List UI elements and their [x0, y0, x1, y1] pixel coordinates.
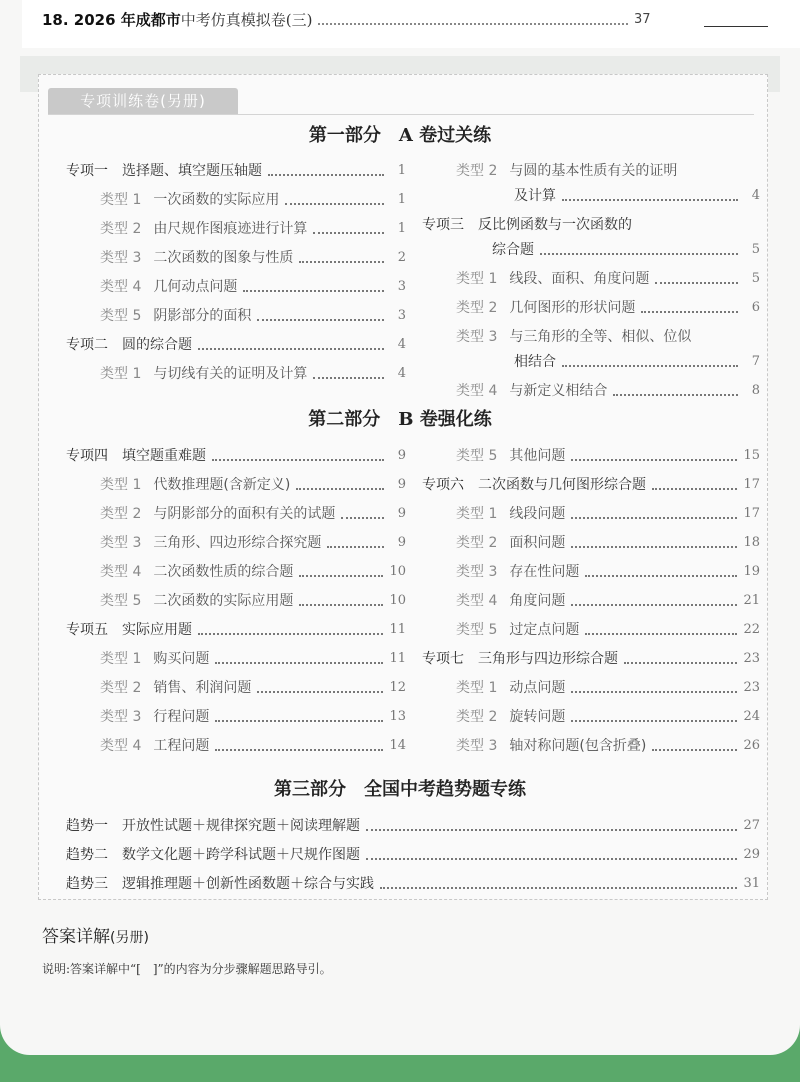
toc-entry-title: 填空题重难题	[122, 448, 206, 464]
toc-entry[interactable]	[514, 183, 760, 205]
toc-entry-title: 二次函数的实际应用题	[153, 593, 294, 609]
toc-entry[interactable]	[456, 324, 760, 346]
toc-entry-title: 二次函数的图象与性质	[153, 250, 294, 266]
toc-entry-page: 3	[397, 279, 406, 294]
dot-leader	[540, 253, 738, 255]
toc-entry[interactable]	[100, 472, 406, 494]
toc-entry[interactable]	[456, 158, 760, 180]
toc-entry[interactable]	[100, 274, 406, 296]
toc-entry[interactable]	[456, 559, 760, 581]
toc-entry[interactable]	[492, 237, 760, 259]
toc-entry-page: 29	[743, 847, 760, 862]
dot-leader	[571, 691, 737, 693]
toc-entry-page: 24	[743, 709, 760, 724]
toc-entry-title: 选择题、填空题压轴题	[122, 163, 262, 179]
previous-entry-page: 37	[634, 11, 651, 27]
answers-title: 答案详解	[42, 927, 110, 947]
toc-entry-page: 5	[751, 271, 760, 286]
dot-leader	[562, 365, 738, 367]
toc-entry-code: 类型 1	[100, 477, 142, 493]
part1-title: 第一部分 A 卷过关练	[308, 125, 492, 146]
toc-entry-continuation: 及计算	[514, 188, 556, 204]
toc-entry-page: 4	[397, 366, 406, 381]
toc-entry-page: 1	[397, 192, 406, 207]
part2-title: 第二部分 B 卷强化练	[308, 409, 492, 430]
toc-entry-code: 类型 4	[100, 279, 142, 295]
dot-leader	[652, 488, 737, 490]
toc-entry[interactable]	[66, 158, 406, 180]
toc-entry-page: 4	[751, 188, 760, 203]
toc-entry-page: 21	[743, 593, 760, 608]
toc-entry[interactable]	[422, 212, 760, 234]
toc-entry-title: 面积问题	[509, 535, 566, 551]
header-rule	[704, 12, 768, 27]
dot-leader	[562, 199, 738, 201]
toc-entry-title: 一次函数的实际应用	[153, 192, 280, 208]
toc-entry[interactable]	[456, 266, 760, 288]
toc-entry-title: 几何图形的形状问题	[509, 300, 636, 316]
toc-entry-title: 代数推理题(含新定义)	[153, 477, 291, 493]
toc-entry-page: 26	[743, 738, 760, 753]
toc-entry-page: 12	[389, 680, 406, 695]
toc-entry-title: 动点问题	[509, 680, 566, 696]
toc-entry[interactable]	[456, 295, 760, 317]
dot-leader	[257, 691, 383, 693]
toc-entry-title: 开放性试题＋规律探究题＋阅读理解题	[122, 818, 360, 834]
toc-entry-page: 10	[389, 593, 406, 608]
dot-leader	[652, 749, 737, 751]
toc-entry[interactable]	[100, 559, 406, 581]
toc-entry-title: 工程问题	[153, 738, 210, 754]
toc-entry-page: 17	[743, 477, 760, 492]
dot-leader	[571, 546, 737, 548]
toc-entry[interactable]	[100, 733, 406, 755]
dot-leader	[243, 290, 384, 292]
toc-entry-code: 类型 3	[456, 329, 498, 345]
toc-entry-page: 11	[389, 622, 406, 637]
toc-entry[interactable]	[66, 617, 406, 639]
toc-entry-code: 趋势三	[66, 876, 108, 892]
toc-entry-code: 类型 3	[100, 250, 142, 266]
toc-entry-title: 由尺规作图痕迹进行计算	[153, 221, 308, 237]
dot-leader	[268, 174, 384, 176]
toc-entry-title: 二次函数与几何图形综合题	[478, 477, 646, 493]
toc-entry[interactable]	[66, 842, 760, 864]
toc-entry[interactable]	[456, 443, 760, 465]
answers-suffix: (另册)	[110, 930, 149, 946]
toc-entry-page: 10	[389, 564, 406, 579]
toc-entry[interactable]	[100, 530, 406, 552]
toc-entry-code: 类型 4	[456, 593, 498, 609]
toc-entry-page: 8	[751, 383, 760, 398]
toc-entry-title: 购买问题	[153, 651, 210, 667]
toc-entry-title: 二次函数性质的综合题	[153, 564, 294, 580]
toc-entry[interactable]	[456, 617, 760, 639]
toc-entry-title: 线段问题	[509, 506, 566, 522]
toc-entry-code: 专项五	[66, 622, 108, 638]
dot-leader	[299, 261, 384, 263]
toc-entry-page: 23	[743, 680, 760, 695]
toc-entry-title: 存在性问题	[509, 564, 580, 580]
toc-entry-code: 专项二	[66, 337, 108, 353]
toc-entry-title: 数学文化题＋跨学科试题＋尺规作图题	[122, 847, 360, 863]
dot-leader	[624, 662, 737, 664]
toc-entry-code: 专项三	[422, 217, 464, 233]
toc-entry-code: 类型 2	[456, 163, 498, 179]
toc-entry-continuation: 综合题	[492, 242, 534, 258]
dot-leader	[215, 720, 383, 722]
toc-entry[interactable]	[100, 646, 406, 668]
toc-entry-title: 轴对称问题(包含折叠)	[509, 738, 647, 754]
toc-entry[interactable]	[66, 443, 406, 465]
toc-entry[interactable]	[100, 216, 406, 238]
dot-leader	[318, 13, 628, 25]
toc-entry-page: 9	[397, 448, 406, 463]
toc-entry-title: 圆的综合题	[122, 337, 192, 353]
toc-entry-code: 类型 3	[100, 709, 142, 725]
toc-entry-title: 线段、面积、角度问题	[509, 271, 650, 287]
toc-entry-code: 类型 1	[456, 680, 498, 696]
toc-entry-title: 销售、利润问题	[153, 680, 252, 696]
toc-entry[interactable]	[66, 332, 406, 354]
toc-entry[interactable]	[100, 588, 406, 610]
toc-entry-code: 类型 2	[100, 680, 142, 696]
toc-entry[interactable]	[66, 871, 760, 893]
answers-heading	[42, 922, 149, 947]
toc-entry-title: 与新定义相结合	[509, 383, 608, 399]
toc-entry-code: 类型 5	[456, 448, 498, 464]
toc-entry-page: 11	[389, 651, 406, 666]
toc-entry-page: 9	[397, 477, 406, 492]
previous-entry-number: 18. 2026 年成都市	[42, 10, 181, 29]
toc-entry-code: 类型 3	[456, 738, 498, 754]
dot-leader	[327, 546, 384, 548]
toc-entry-page: 27	[743, 818, 760, 833]
toc-entry-code: 类型 3	[456, 564, 498, 580]
toc-entry-code: 类型 3	[100, 535, 142, 551]
dot-leader	[313, 232, 384, 234]
toc-entry[interactable]	[422, 646, 760, 668]
dot-leader	[215, 662, 383, 664]
toc-entry-continuation: 相结合	[514, 354, 556, 370]
toc-entry-title: 与阴影部分的面积有关的试题	[153, 506, 336, 522]
toc-entry-code: 类型 1	[100, 192, 142, 208]
toc-entry[interactable]	[456, 378, 760, 400]
toc-entry-code: 类型 2	[456, 709, 498, 725]
dot-leader	[641, 311, 738, 313]
toc-entry-title: 逻辑推理题＋创新性函数题＋综合与实践	[122, 876, 374, 892]
toc-entry-page: 7	[751, 354, 760, 369]
toc-entry-page: 14	[389, 738, 406, 753]
toc-entry-title: 三角形、四边形综合探究题	[153, 535, 322, 551]
toc-entry-code: 类型 4	[100, 738, 142, 754]
toc-entry-title: 角度问题	[509, 593, 566, 609]
toc-entry-code: 类型 4	[100, 564, 142, 580]
toc-entry-code: 类型 1	[456, 506, 498, 522]
dot-leader	[571, 720, 737, 722]
toc-entry-code: 专项一	[66, 163, 108, 179]
dot-leader	[257, 319, 384, 321]
toc-entry-code: 类型 5	[100, 308, 142, 324]
toc-entry-page: 31	[743, 876, 760, 891]
dot-leader	[313, 377, 384, 379]
toc-entry-code: 类型 1	[100, 651, 142, 667]
dot-leader	[655, 282, 738, 284]
toc-entry[interactable]	[100, 187, 406, 209]
dot-leader	[198, 348, 384, 350]
toc-entry[interactable]	[422, 472, 760, 494]
toc-entry[interactable]	[100, 361, 406, 383]
toc-entry-code: 类型 1	[456, 271, 498, 287]
toc-entry-code: 专项七	[422, 651, 464, 667]
dot-leader	[613, 394, 738, 396]
toc-entry-page: 5	[751, 242, 760, 257]
toc-entry-code: 类型 1	[100, 366, 142, 382]
toc-entry-code: 类型 2	[456, 535, 498, 551]
toc-entry-code: 类型 2	[456, 300, 498, 316]
dot-leader	[571, 604, 737, 606]
dot-leader	[299, 575, 383, 577]
toc-entry-title: 与圆的基本性质有关的证明	[509, 163, 678, 179]
toc-entry-page: 3	[397, 308, 406, 323]
toc-entry[interactable]	[456, 704, 760, 726]
toc-entry-title: 行程问题	[153, 709, 210, 725]
toc-entry[interactable]	[66, 813, 760, 835]
toc-entry-title: 过定点问题	[509, 622, 580, 638]
dot-leader	[341, 517, 384, 519]
toc-entry-title: 阴影部分的面积	[153, 308, 252, 324]
toc-entry[interactable]	[456, 588, 760, 610]
toc-entry-page: 18	[743, 535, 760, 550]
toc-entry[interactable]	[456, 733, 760, 755]
special-training-tab: 专项训练卷(另册)	[48, 88, 238, 114]
toc-entry-code: 类型 2	[100, 221, 142, 237]
toc-entry-title: 与三角形的全等、相似、位似	[509, 329, 692, 345]
toc-entry[interactable]	[100, 303, 406, 325]
toc-entry-page: 1	[397, 163, 406, 178]
toc-entry-page: 13	[389, 709, 406, 724]
dot-leader	[299, 604, 383, 606]
dot-leader	[366, 829, 737, 831]
toc-entry-title: 反比例函数与一次函数的	[478, 217, 632, 233]
toc-entry[interactable]	[514, 349, 760, 371]
toc-entry[interactable]	[456, 675, 760, 697]
dot-leader	[296, 488, 384, 490]
tab-underline	[48, 114, 754, 115]
toc-entry-code: 类型 4	[456, 383, 498, 399]
toc-entry-code: 专项四	[66, 448, 108, 464]
toc-entry-code: 专项六	[422, 477, 464, 493]
toc-entry-page: 23	[743, 651, 760, 666]
toc-entry[interactable]	[100, 704, 406, 726]
toc-entry-page: 9	[397, 535, 406, 550]
toc-entry-page: 19	[743, 564, 760, 579]
dot-leader	[198, 633, 383, 635]
dot-leader	[212, 459, 384, 461]
toc-entry[interactable]	[100, 245, 406, 267]
dot-leader	[380, 887, 737, 889]
dot-leader	[585, 575, 737, 577]
toc-entry-page: 17	[743, 506, 760, 521]
toc-entry-page: 9	[397, 506, 406, 521]
part3-title: 第三部分 全国中考趋势题专练	[274, 779, 526, 800]
toc-entry-page: 6	[751, 300, 760, 315]
toc-entry[interactable]	[456, 501, 760, 523]
toc-entry-title: 几何动点问题	[153, 279, 238, 295]
toc-entry-page: 22	[743, 622, 760, 637]
toc-entry-code: 类型 5	[456, 622, 498, 638]
toc-entry-page: 4	[397, 337, 406, 352]
toc-entry-title: 其他问题	[509, 448, 566, 464]
toc-entry-code: 类型 5	[100, 593, 142, 609]
toc-entry-page: 1	[397, 221, 406, 236]
dot-leader	[571, 459, 737, 461]
answers-note: 说明:答案详解中“[ ]”的内容为分步骤解题思路导引。	[42, 962, 332, 976]
dot-leader	[285, 203, 384, 205]
previous-entry[interactable]	[42, 8, 768, 30]
dot-leader	[366, 858, 737, 860]
toc-entry-code: 类型 2	[100, 506, 142, 522]
toc-entry-title: 实际应用题	[122, 622, 192, 638]
toc-entry-title: 与切线有关的证明及计算	[153, 366, 308, 382]
toc-entry-page: 15	[743, 448, 760, 463]
toc-entry-code: 趋势一	[66, 818, 108, 834]
dot-leader	[215, 749, 383, 751]
toc-entry-title: 旋转问题	[509, 709, 566, 725]
toc-entry[interactable]	[456, 530, 760, 552]
dot-leader	[571, 517, 737, 519]
toc-entry[interactable]	[100, 501, 406, 523]
toc-entry-title: 三角形与四边形综合题	[478, 651, 618, 667]
toc-entry-code: 趋势二	[66, 847, 108, 863]
toc-entry-page: 2	[397, 250, 406, 265]
toc-entry[interactable]	[100, 675, 406, 697]
previous-entry-title: 中考仿真模拟卷(三)	[180, 10, 313, 29]
dot-leader	[585, 633, 737, 635]
